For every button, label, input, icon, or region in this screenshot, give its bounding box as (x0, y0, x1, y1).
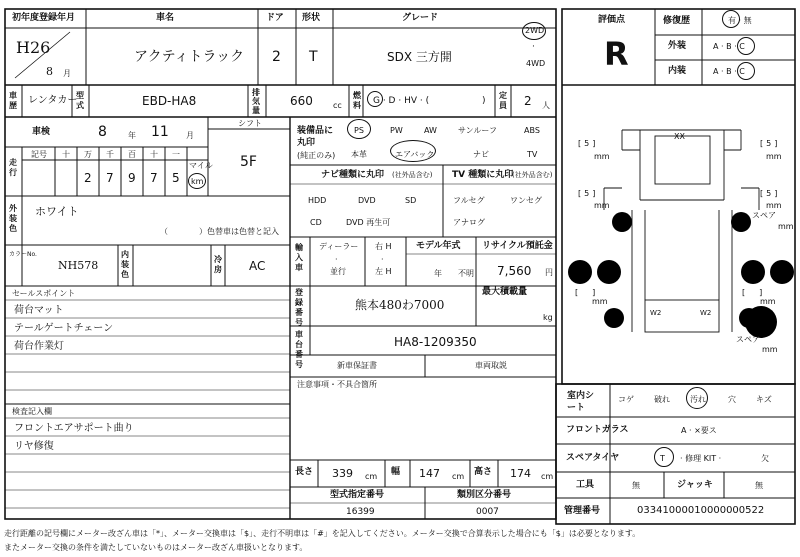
import-right: 右 H (375, 242, 392, 251)
digit-header: 千 (106, 150, 114, 159)
color-note: ）色替車は色替と記入 (199, 227, 279, 236)
navi-label: ナビ種類に丸印 (321, 170, 385, 180)
shift-label: シフト (238, 119, 262, 128)
color-value: ホワイト (35, 205, 79, 218)
model-year-unit: 年 (434, 269, 442, 278)
footer-line-2: またメーター交換の条件を満たしていないものはメーター改ざん車扱いとなります。 (4, 543, 308, 552)
tools-label: 工具 (576, 480, 595, 490)
equip-ps-circle (347, 119, 371, 139)
inspection-month-unit: 月 (186, 131, 194, 140)
navi-option: CD (310, 218, 322, 227)
navi-option: SD (405, 196, 417, 205)
capacity: 2 (524, 94, 532, 108)
first-reg-label: 初年度登録年月 (12, 13, 76, 23)
spare-tire-label: スペアタイヤ (566, 453, 620, 463)
model: EBD-HA8 (142, 94, 197, 108)
equip-abs: ABS (524, 126, 540, 135)
unit-mile: マイル (189, 161, 213, 170)
equip-sunroof: サンルーフ (458, 126, 497, 135)
displacement-label: 排気量 (252, 88, 260, 115)
mileage-digit: 7 (106, 171, 114, 185)
diagram-label-fr: [ 5 ] (760, 139, 778, 148)
mileage-digit: 2 (84, 171, 92, 185)
navi-sub: (社外品含む) (392, 171, 433, 179)
class-label: 類別区分番号 (457, 490, 512, 500)
windshield-value: A · ×要ス (681, 426, 717, 435)
digit-header: 一 (172, 150, 180, 159)
model-year-unknown: 不明 (458, 269, 474, 278)
fuel-g-circle (367, 91, 383, 107)
month-suffix: 月 (63, 69, 71, 78)
drive-dot: · (532, 42, 535, 52)
management-value: 03341000010000000522 (637, 505, 765, 516)
import-parallel: 並行 (330, 267, 346, 276)
usage: レンタカー (28, 95, 78, 106)
equipment-label: 装備品に丸印 (297, 126, 334, 148)
diagram-xx: XX (674, 132, 685, 141)
length-unit: cm (365, 472, 378, 481)
diagram-mm: mm (592, 297, 608, 306)
registration-value: 熊本480わ7000 (355, 298, 445, 312)
ac-label: 冷房 (214, 255, 222, 274)
color-label: 外装色 (9, 204, 17, 233)
exterior-b-circle (737, 37, 755, 55)
first-reg-year: H26 (16, 38, 51, 57)
km-circle (188, 173, 206, 189)
selling-points-label: セールスポイント (12, 289, 76, 298)
capacity-unit: 人 (542, 101, 550, 110)
sheet-option: コゲ (618, 395, 634, 404)
inspection-label: 車検 (32, 127, 51, 137)
chassis-label: 車台番号 (295, 330, 303, 369)
first-reg-month: 8 (46, 65, 53, 78)
inspection-year: 8 (98, 124, 107, 140)
diagram-w2: W2 (700, 309, 712, 317)
exterior-label: 外装 (668, 41, 687, 51)
import-label: 輸入車 (295, 243, 303, 272)
fuel-close: ) (482, 96, 486, 106)
tv-option: フルセグ (453, 196, 485, 205)
windshield-label: フロントガラス (566, 425, 629, 435)
sheet-option: 破れ (654, 395, 670, 404)
class-value: 0007 (476, 507, 499, 517)
car-diagram (568, 130, 794, 338)
footer-line-1: 走行距離の記号欄にメーター改ざん車は「*」、メーター交換車は「$」、走行不明車は「#」を記入してください。メーター交換で合算表示した場合にも「$」は必要となります。 (4, 529, 641, 538)
width-unit: cm (452, 472, 465, 481)
equip-aw: AW (424, 126, 437, 135)
sheet-option: キズ (756, 395, 772, 404)
color-no-value: NH578 (58, 259, 99, 272)
diagram-label-rr: [ ] (742, 288, 763, 297)
sheet-option: 汚れ (690, 395, 706, 404)
shape-label: 形状 (302, 13, 321, 23)
navi-option: DVD (358, 196, 376, 205)
jack-value: 無 (755, 481, 763, 490)
drive-2wd: 2WD (525, 26, 545, 35)
diagram-spare-top: スペア (752, 211, 776, 220)
diagram-mm: mm (594, 152, 610, 161)
color-no-label: カラーNo. (9, 251, 37, 258)
new-car-warranty[interactable]: 新車保証書 (337, 361, 377, 370)
exterior-grades: A · B · C (713, 42, 745, 51)
recycle-unit: 円 (545, 268, 553, 277)
diagram-spare-bottom: スペア (736, 335, 760, 344)
digit-header: 十 (62, 150, 70, 159)
diagram-label-ml: [ 5 ] (578, 189, 596, 198)
digit-header: 万 (84, 150, 92, 159)
sheet-stain-circle (686, 387, 708, 409)
management-label: 管理番号 (564, 506, 601, 516)
model-year-label: モデル年式 (416, 241, 461, 251)
interior-grades: A · B · C (713, 67, 745, 76)
diagram-mm: mm (594, 201, 610, 210)
repair-label: 修復歴 (663, 16, 691, 26)
ac-value: AC (249, 259, 266, 273)
height-value: 174 (510, 467, 531, 480)
digit-header: 百 (128, 150, 136, 159)
equip-leather: 本革 (351, 150, 367, 159)
width-value: 147 (419, 467, 440, 480)
equip-tv: TV (527, 150, 538, 159)
drive-2wd-circle (522, 22, 546, 40)
diagram-mm: mm (766, 201, 782, 210)
door-label: ドア (266, 13, 284, 23)
unit-km: km (191, 177, 204, 186)
displacement: 660 (290, 94, 313, 108)
shift: 5F (240, 154, 257, 170)
equip-airbag: エアバック (395, 150, 435, 159)
import-dealer: ディーラー (319, 242, 359, 251)
diagram-mm: mm (760, 297, 776, 306)
tv-option: アナログ (453, 218, 485, 227)
registration-label: 登録番号 (295, 288, 303, 327)
equip-airbag-circle (390, 140, 436, 162)
tv-label: TV 種類に丸印 (452, 170, 514, 180)
recycle-value: 7,560 (497, 264, 532, 278)
import-dot-2: · (381, 255, 384, 264)
capacity-label: 定員 (499, 91, 507, 110)
jack-label: ジャッキ (677, 480, 713, 490)
spare-tire-t: T (660, 454, 665, 463)
type-designation-value: 16399 (346, 507, 375, 517)
mileage-symbol-label: 記号 (31, 150, 47, 159)
import-dot: · (335, 255, 338, 264)
diagram-label-mr: [ 5 ] (760, 189, 778, 198)
diagram-mm: mm (766, 152, 782, 161)
mileage-label: 走行 (9, 158, 17, 177)
tv-sub: (社外品含む) (512, 171, 553, 179)
score-value: R (604, 35, 629, 73)
diagram-label-rl: [ ] (575, 288, 596, 297)
vehicle-manual[interactable]: 車両取説 (475, 361, 507, 370)
type-designation-label: 型式指定番号 (330, 490, 385, 500)
inspection-year-unit: 年 (128, 131, 136, 140)
interior-label: 内装 (668, 66, 687, 76)
shape: T (309, 49, 318, 65)
interior-color-label: 内装色 (121, 250, 129, 279)
mileage-digit: 9 (128, 171, 136, 185)
grade-label: グレード (402, 13, 439, 23)
inspection-month: 11 (151, 124, 169, 140)
drive-4wd: 4WD (526, 59, 546, 68)
height-unit: cm (541, 472, 554, 481)
interior-b-circle (737, 62, 755, 80)
inspector-note-item: フロントエアサポート曲り (14, 423, 134, 434)
max-load-label: 最大積載量 (482, 287, 528, 297)
color-note-open: （ (160, 227, 168, 236)
model-label: 型式 (76, 91, 84, 110)
equipment-sub: (純正のみ) (297, 151, 336, 160)
mileage-digit: 7 (150, 171, 158, 185)
usage-label: 車歴 (9, 91, 17, 110)
selling-point-item: 荷台作業灯 (14, 341, 64, 352)
diagram-mm: mm (778, 222, 794, 231)
fuel-options: G · D · HV · ( (373, 96, 430, 106)
equip-pw: PW (390, 126, 403, 135)
length-label: 長さ (295, 467, 314, 477)
repair-yes-circle (722, 10, 740, 28)
diagram-label-fl: [ 5 ] (578, 139, 596, 148)
spare-tire-t-circle (654, 447, 674, 467)
navi-option: DVD 再生可 (346, 218, 391, 227)
fuel-label: 燃料 (353, 91, 361, 110)
inspector-note-item: リヤ修復 (14, 441, 54, 452)
score-label: 評価点 (598, 15, 626, 25)
tv-option: ワンセグ (510, 196, 542, 205)
digit-header: 十 (150, 150, 158, 159)
spare-tire-kit: · 修理 KIT · (680, 454, 722, 463)
sheet-option: 穴 (728, 395, 736, 404)
repair-options: 有 · 無 (728, 16, 752, 25)
height-label: 高さ (474, 467, 493, 477)
diagram-mm: mm (762, 345, 778, 354)
doors: 2 (272, 49, 281, 65)
mileage-digit: 5 (172, 171, 180, 185)
length-value: 339 (332, 467, 353, 480)
tools-value: 無 (632, 481, 640, 490)
equip-ps: PS (354, 126, 364, 135)
selling-point-item: テールゲートチェーン (14, 323, 114, 334)
interior-sheet-label: 室内シート (567, 391, 595, 413)
chassis-value: HA8-1209350 (394, 335, 477, 349)
max-load-unit: kg (543, 313, 553, 322)
inspector-notes-label: 検査記入欄 (12, 407, 52, 416)
spare-tire-none: 欠 (761, 454, 769, 463)
car-name: アクティトラック (134, 49, 245, 65)
diagram-w2: W2 (650, 309, 662, 317)
navi-option: HDD (308, 196, 327, 205)
cc: cc (333, 101, 342, 110)
recycle-label: リサイクル預託金 (482, 241, 553, 251)
import-left: 左 H (375, 267, 392, 276)
notes-label: 注意事項・不具合箇所 (297, 380, 377, 389)
grade: SDX 三方開 (387, 50, 452, 64)
width-label: 幅 (391, 467, 401, 477)
selling-point-item: 荷台マット (14, 305, 64, 316)
equip-navi: ナビ (473, 150, 489, 159)
car-name-label: 車名 (156, 13, 175, 23)
